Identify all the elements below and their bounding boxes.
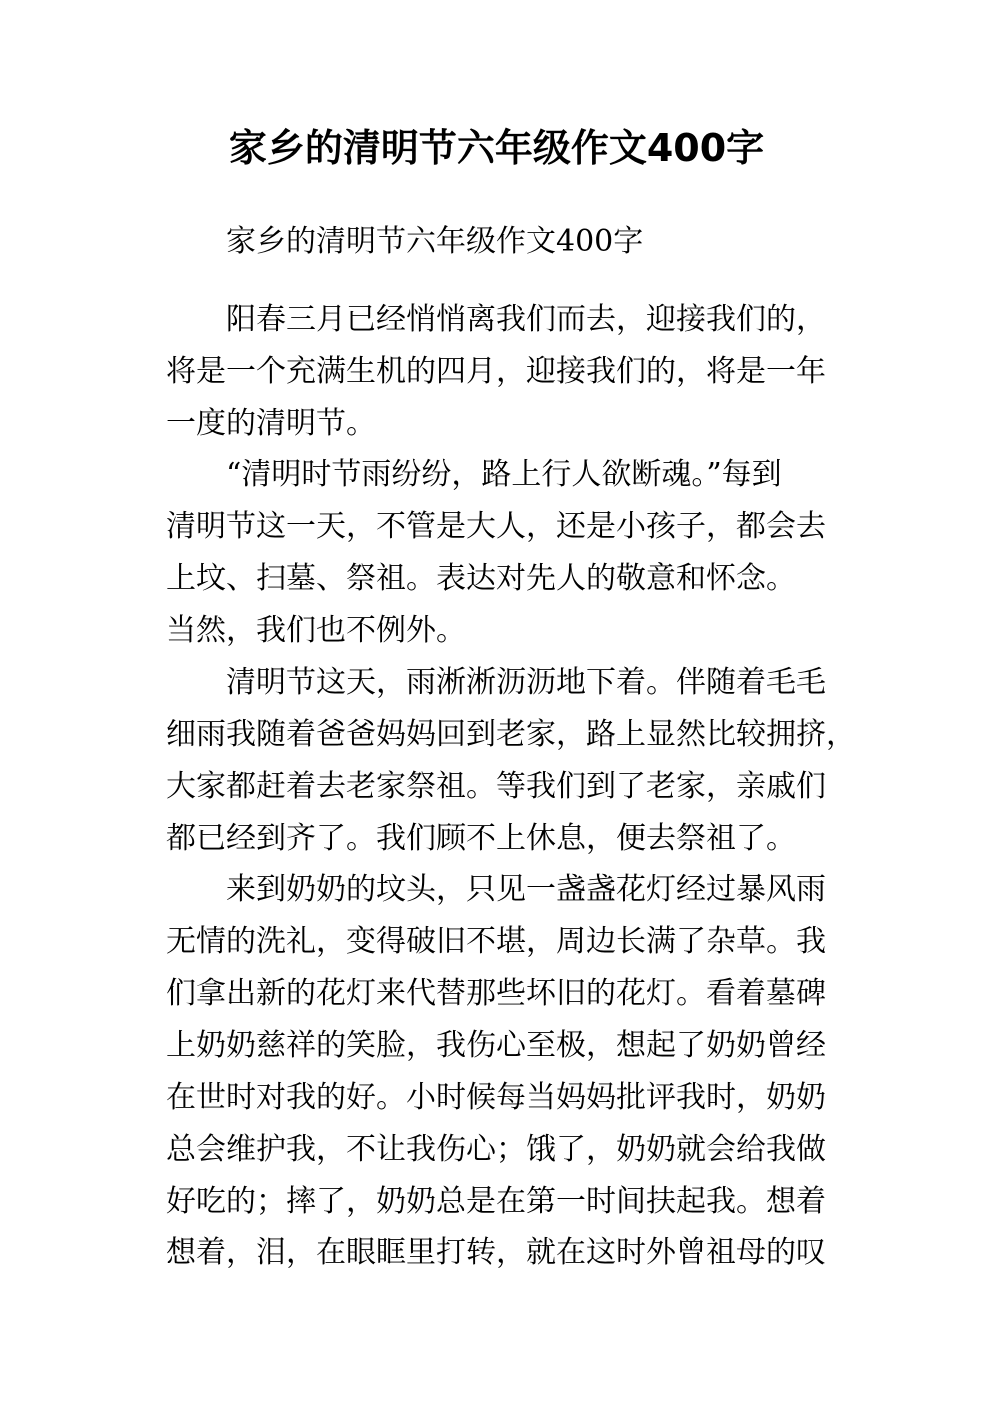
body-line: 细雨我随着爸爸妈妈回到老家，路上显然比较拥挤，: [166, 717, 856, 752]
body-line: 一度的清明节。: [166, 406, 376, 441]
body-line: 清明节这天，雨淅淅沥沥地下着。伴随着毛毛: [226, 665, 826, 700]
body-line: 阳春三月已经悄悄离我们而去，迎接我们的，: [226, 302, 826, 337]
body-line: 清明节这一天，不管是大人，还是小孩子，都会去: [166, 509, 826, 544]
body-line: 们拿出新的花灯来代替那些坏旧的花灯。看着墓碑: [166, 976, 826, 1011]
body-line: 总会维护我，不让我伤心；饿了，奶奶就会给我做: [166, 1132, 826, 1167]
body-line: “清明时节雨纷纷，路上行人欲断魂。”每到: [226, 457, 782, 492]
document-title: 家乡的清明节六年级作文400字: [228, 126, 765, 170]
body-line: 都已经到齐了。我们顾不上休息，便去祭祖了。: [166, 821, 796, 856]
body-line: 上坟、扫墓、祭祖。表达对先人的敬意和怀念。: [166, 561, 796, 596]
body-line: 当然，我们也不例外。: [166, 613, 466, 648]
body-line: 大家都赶着去老家祭祖。等我们到了老家，亲戚们: [166, 769, 826, 804]
body-line: 家乡的清明节六年级作文400字: [226, 224, 644, 259]
body-line: 在世时对我的好。小时候每当妈妈批评我时，奶奶: [166, 1080, 826, 1115]
body-line: 来到奶奶的坟头，只见一盏盏花灯经过暴风雨: [226, 872, 826, 907]
body-line: 想着，泪，在眼眶里打转，就在这时外曾祖母的叹: [166, 1235, 826, 1270]
body-line: 好吃的；摔了，奶奶总是在第一时间扶起我。想着: [166, 1184, 826, 1219]
body-line: 无情的洗礼，变得破旧不堪，周边长满了杂草。我: [166, 924, 826, 959]
body-line: 将是一个充满生机的四月，迎接我们的，将是一年: [166, 354, 826, 389]
body-line: 上奶奶慈祥的笑脸，我伤心至极，想起了奶奶曾经: [166, 1028, 826, 1063]
